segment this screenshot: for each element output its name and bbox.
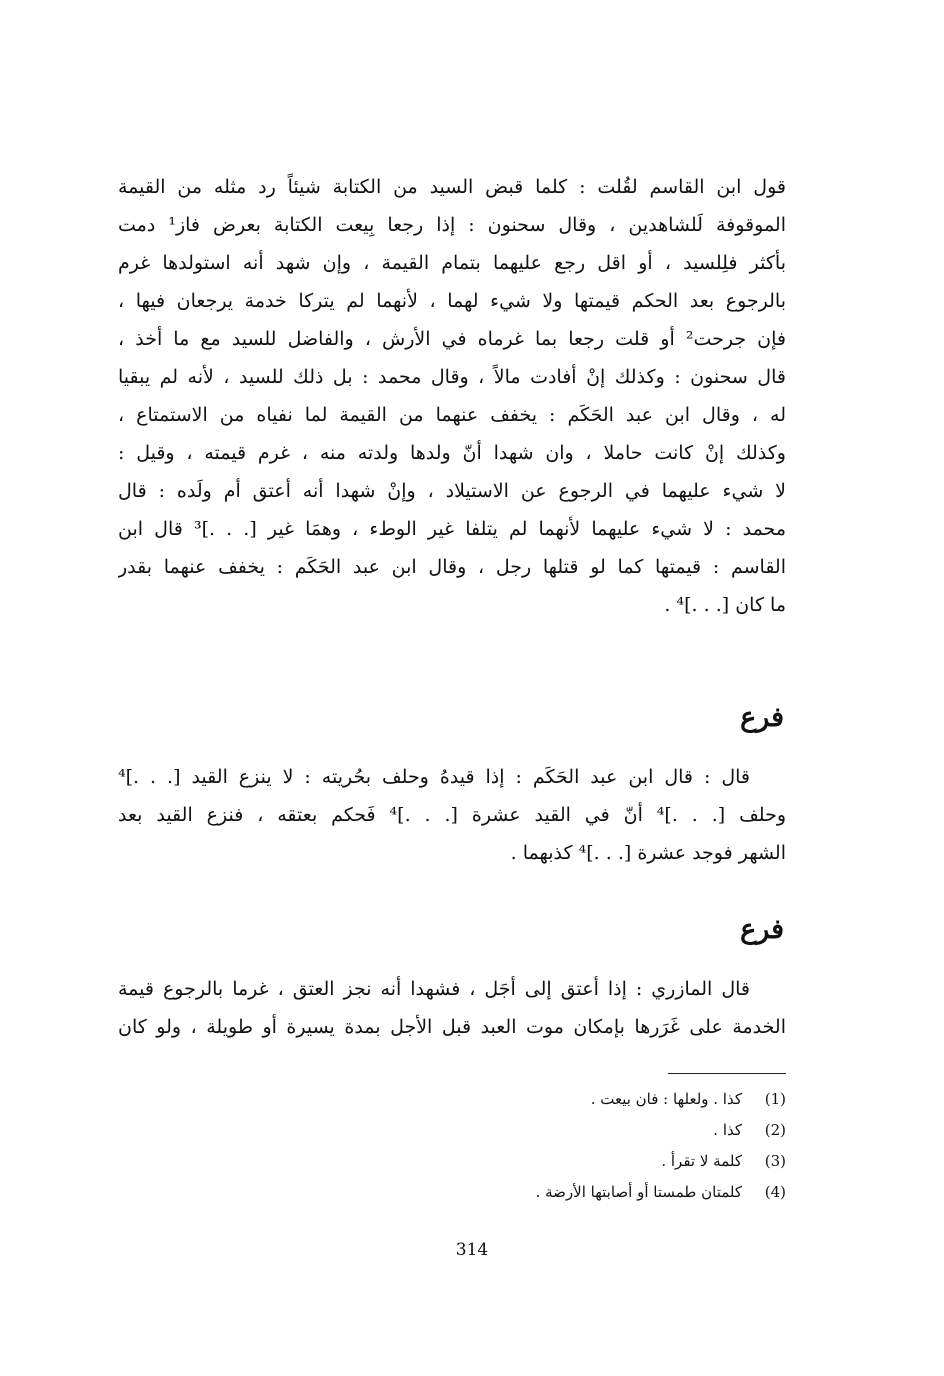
footnote-item xyxy=(300,1177,786,1208)
text-line: قال المازري : إذا أعتق إلى أجَل ، فشهدا أنه نجز العتق ، غرما بالرجوع قيمة xyxy=(118,978,750,1000)
footnote-text: كلمتان طمستا أو أصابتها الأرضة . xyxy=(535,1183,742,1201)
footnote-text: كذا . ولعلها : فان بيعت . xyxy=(590,1090,742,1108)
paragraph-3 xyxy=(118,970,786,1046)
section-heading-1: فرع xyxy=(740,702,784,733)
footnote-number: (4) xyxy=(764,1183,786,1201)
text-line: وكذلك إنْ كانت حاملا ، وان شهدا أنّ ولدها ولدته منه ، غرم قيمته ، وقيل : xyxy=(118,442,786,464)
text-line: محمد : لا شيء عليهما لأنهما لم يتلفا غير الوطء ، وهمَا غير [. . .]³ قال ابن xyxy=(118,518,786,540)
paragraph-2 xyxy=(118,758,786,872)
text-line: القاسم : قيمتها كما لو قتلها رجل ، وقال ابن عبد الحَكَم : يخفف عنهما بقدر xyxy=(118,556,786,578)
text-line: قول ابن القاسم لقُلت : كلما قبض السيد من الكتابة شيئاً رد مثله من القيمة xyxy=(118,176,786,198)
footnotes xyxy=(300,1084,786,1208)
page-number: 314 xyxy=(455,1240,489,1260)
text-line: قال : قال ابن عبد الحَكَم : إذا قيدهُ وحلف بحُريته : لا ينزع القيد [. . .]⁴ xyxy=(118,766,750,788)
text-line: الموقوفة لَلشاهدين ، وقال سحنون : إذا رجعا بِيعت الكتابة بعرض فاز¹ دمت xyxy=(118,214,786,236)
text-line: له ، وقال ابن عبد الحَكَم : يخفف عنهما من القيمة لما نفياه من الاستمتاع ، xyxy=(118,404,786,426)
text-line: فإن جرحت² أو قلت رجعا بما غرماه في الأرش ، والفاضل للسيد مع ما أخذ ، xyxy=(118,328,786,350)
text-line: قال سحنون : وكذلك إنْ أفادت مالاً ، وقال محمد : بل ذلك للسيد ، لأنه لم يبقيا xyxy=(118,366,786,388)
footnote-number: (1) xyxy=(764,1090,786,1108)
text-line: الخدمة على غَرَرها بإمكان موت العبد قبل الأجل بمدة يسيرة أو طويلة ، ولو كان xyxy=(118,1016,786,1038)
footnote-item xyxy=(300,1115,786,1146)
footnote-divider xyxy=(668,1073,786,1074)
text-line: ما كان [. . .]⁴ . xyxy=(664,594,786,616)
footnote-number: (2) xyxy=(764,1121,786,1139)
text-line: وحلف [. . .]⁴ أنّ في القيد عشرة [. . .]⁴ فَحكم بعتقه ، فنزع القيد بعد xyxy=(118,804,786,826)
text-line: بالرجوع بعد الحكم قيمتها ولا شيء لهما ، لأنهما لم يتركا خدمة يرجعان فيها ، xyxy=(118,290,786,312)
footnote-text: كلمة لا تقرأ . xyxy=(661,1152,742,1170)
paragraph-1 xyxy=(118,168,786,624)
footnote-number: (3) xyxy=(764,1152,786,1170)
text-line: بأكثر فلِلسيد ، أو اقل رجع عليهما بتمام القيمة ، وإن شهد أنه استولدها غرم xyxy=(118,252,786,274)
footnote-text: كذا . xyxy=(713,1121,742,1139)
text-line: الشهر فوجد عشرة [. . .]⁴ كذبهما . xyxy=(510,842,786,864)
text-line: لا شيء عليهما في الرجوع عن الاستيلاد ، وإنْ شهدا أنه أعتق أم ولَده : قال xyxy=(118,480,786,502)
footnote-item xyxy=(300,1084,786,1115)
section-heading-2: فرع xyxy=(740,914,784,945)
footnote-item xyxy=(300,1146,786,1177)
